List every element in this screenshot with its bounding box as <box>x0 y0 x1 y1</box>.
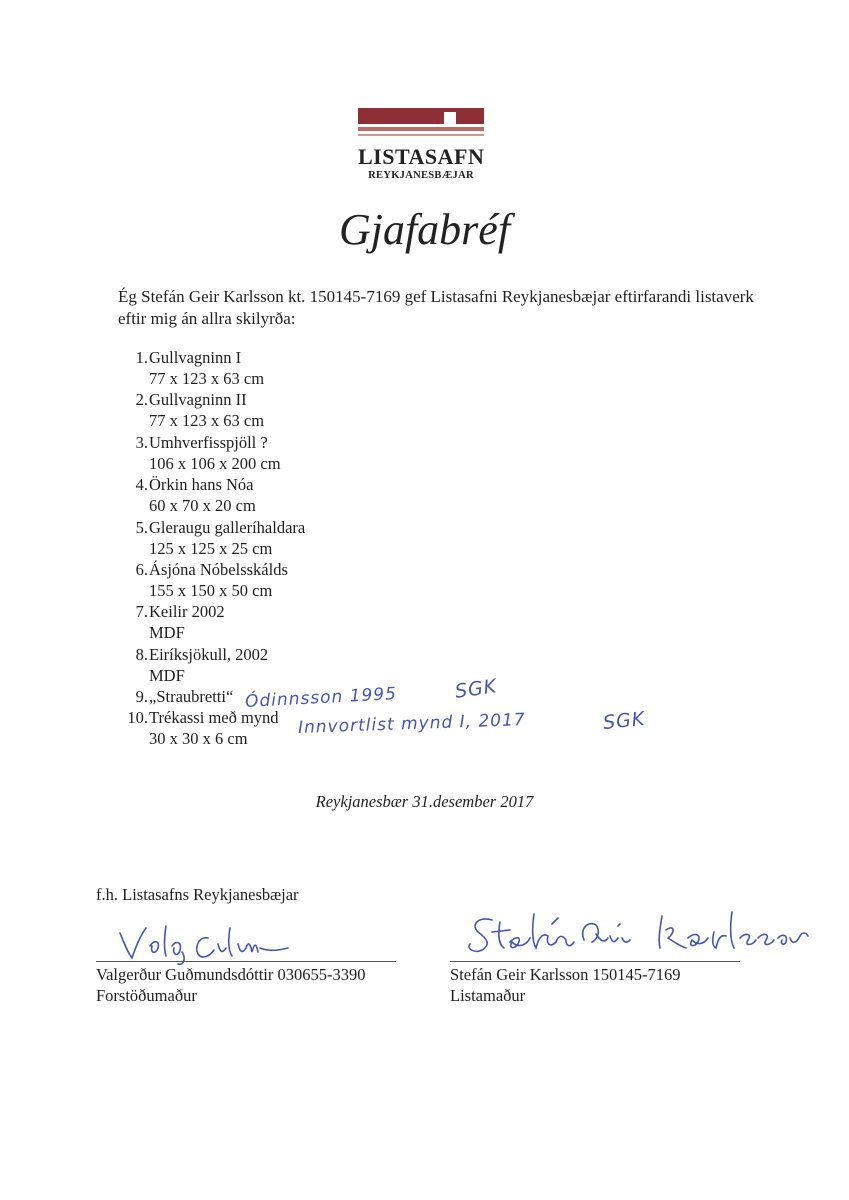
item-number: 10. <box>127 708 148 728</box>
item-name: Örkin hans Nóa <box>149 475 254 495</box>
item-dimensions: 60 x 70 x 20 cm <box>149 496 256 516</box>
item-name: Gullvagninn II <box>149 390 247 410</box>
signature-line-left <box>96 961 396 962</box>
item-number: 9. <box>135 687 148 707</box>
artist-signature <box>462 902 822 962</box>
signatory-role: Listamaður <box>450 986 526 1005</box>
logo-bar-top <box>358 108 484 124</box>
item-name: Eiríksjökull, 2002 <box>149 644 269 664</box>
item-number: 8. <box>135 644 148 664</box>
item-name: Umhverfisspjöll ? <box>149 432 268 452</box>
item-name: „Straubretti“ <box>149 687 234 707</box>
handwritten-note-item9: Ódinnsson 1995 <box>244 684 398 712</box>
museum-logo <box>358 108 485 181</box>
item-name: Trékassi með mynd <box>149 708 279 728</box>
intro-paragraph: Ég Stefán Geir Karlsson kt. 150145-7169 gef Listasafni Reykjanesbæjar eftirfarandi listaverk eftir mig án allra skilyrða: <box>118 287 754 328</box>
logo-mark <box>358 108 484 136</box>
item-dimensions: MDF <box>149 665 185 685</box>
logo-subtitle: REYKJANESBÆJAR <box>368 170 474 181</box>
item-name: Keilir 2002 <box>149 602 225 622</box>
handwritten-initials-item9: SGK <box>453 675 499 703</box>
item-number: 3. <box>135 432 148 452</box>
signature-line-right <box>450 961 740 962</box>
logo-title: LISTASAFN <box>358 144 485 169</box>
item-number: 2. <box>135 390 148 410</box>
item-name: Gullvagninn I <box>149 348 242 367</box>
signatory-left <box>96 964 365 1006</box>
item-number: 7. <box>135 602 148 622</box>
handwritten-initials-item10: SGK <box>601 707 647 735</box>
handwritten-note-item10: Innvortlist mynd I, 2017 <box>297 710 527 738</box>
item-dimensions: 125 x 125 x 25 cm <box>149 538 273 558</box>
item-number: 6. <box>135 559 148 579</box>
item-dimensions: 77 x 123 x 63 cm <box>149 369 265 388</box>
item-dimensions: 155 x 150 x 50 cm <box>149 580 273 600</box>
item-number: 1. <box>135 348 148 367</box>
document-title: Gjafabréf <box>338 205 511 254</box>
item-number: 5. <box>135 517 148 537</box>
place-date: Reykjanesbær 31.desember 2017 <box>315 792 534 811</box>
item-number: 4. <box>135 475 148 495</box>
item-dimensions: MDF <box>149 623 185 643</box>
item-name: Gleraugu galleríhaldara <box>149 517 306 537</box>
logo-bar-bottom <box>358 134 484 136</box>
item-name: Ásjóna Nóbelsskálds <box>149 559 288 579</box>
logo-bar-middle <box>358 127 484 131</box>
signatory-right <box>450 964 681 1006</box>
on-behalf-label: f.h. Listasafns Reykjanesbæjar <box>96 885 299 904</box>
item-dimensions: 77 x 123 x 63 cm <box>149 411 265 431</box>
signatory-name: Valgerður Guðmundsdóttir 030655-3390 <box>96 965 366 984</box>
logo-square <box>444 112 456 126</box>
signatory-name: Stefán Geir Karlsson 150145-7169 <box>450 965 681 984</box>
item-dimensions: 30 x 30 x 6 cm <box>149 729 248 749</box>
item-dimensions: 106 x 106 x 200 cm <box>149 453 281 473</box>
signatory-role: Forstöðumaður <box>96 986 197 1005</box>
